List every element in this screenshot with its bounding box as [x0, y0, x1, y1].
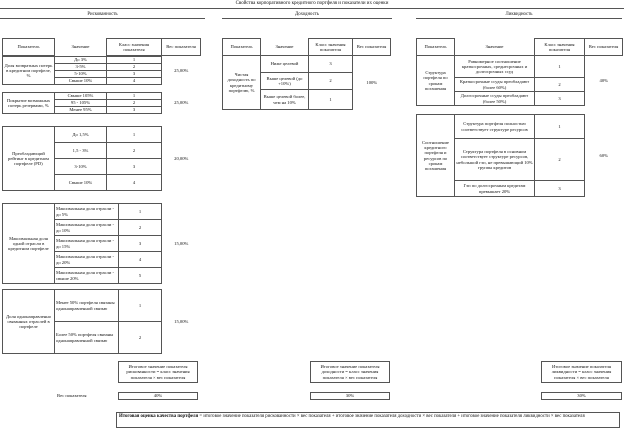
weight-label: Вес показателя	[57, 393, 87, 399]
risk-header-table	[2, 38, 201, 56]
liquidity-g1-value: Краткосрочные ссуды преобладают (более 60%)	[455, 78, 535, 92]
risk-g5-weight: 15,00%	[174, 318, 189, 324]
risk-g4-class: 1	[119, 204, 162, 220]
profit-name: Чистая доходность по кредитному портфелю, %	[223, 56, 261, 110]
risk-g2-value: Менее 95%	[55, 107, 107, 114]
risk-g1-value: До 3%	[55, 57, 107, 64]
liquidity-header-value: Значение	[485, 44, 504, 50]
risk-g2-value: 95 - 105%	[55, 100, 107, 107]
liquidity-g2-name: Соотношение кредитного портфеля и ресурсов по срокам погашения	[417, 115, 455, 197]
risk-g1-weight: 25,00%	[174, 67, 189, 73]
risk-g3-name: Преобладающий рейтинг в кредитном портфеле (PD)	[3, 127, 55, 191]
liquidity-g1-weight: 40%	[599, 78, 608, 84]
profit-header-weight: Вес показателя	[353, 39, 391, 56]
risk-g1-value: Свыше 10%	[55, 78, 107, 85]
profit-header-class: Класс значения показателя	[309, 39, 353, 56]
risk-summary-formula: Итоговое значение показателя рискованности = класс значения показателя × вес показателя	[118, 361, 198, 383]
risk-g4-class: 2	[119, 220, 162, 236]
risk-g4-class: 5	[119, 268, 162, 284]
risk-header-value: Значение	[71, 44, 90, 50]
risk-g1-class: 3	[107, 71, 162, 78]
profit-value: Ниже целевой	[261, 56, 309, 73]
profit-class: 2	[309, 73, 353, 90]
risk-g5-name: Доля однонаправленно связанных отраслей в портфеле	[3, 290, 55, 354]
risk-g4-value: Максимальная доля отрасли - до 5%	[55, 204, 119, 220]
risk-g2-class: 3	[107, 107, 162, 114]
risk-g3-value: 3-10%	[55, 159, 107, 175]
liquidity-summary-formula: Итоговое значение показателя ликвидности = класс значения показателя × вес показателя	[541, 361, 622, 383]
risk-group-1	[2, 56, 201, 85]
final-formula-label: Итоговая оценка качества портфеля	[119, 414, 199, 419]
liquidity-g2-class: 1	[535, 115, 585, 139]
final-formula-text: = итоговое значение показателя рискованности × вес показателя + итоговое значение показателя доходности × вес показателя + итоговое значение показателя ликвидности × вес показателя	[198, 414, 585, 419]
risk-g1-value: 3-5%	[55, 64, 107, 71]
risk-header-indicator: Показатель	[3, 39, 55, 56]
profit-weight-value: 30%	[310, 392, 390, 400]
risk-g1-value: 5-10%	[55, 71, 107, 78]
liquidity-g2-weight: 60%	[599, 152, 608, 158]
risk-g5-class: 2	[119, 322, 162, 354]
risk-g2-weight: 25,00%	[174, 100, 189, 106]
liquidity-g1-class: 2	[535, 78, 585, 92]
risk-g4-value: Максимальная доля отрасли - до 10%	[55, 220, 119, 236]
risk-g3-weight: 20,00%	[174, 155, 189, 161]
risk-g4-value: Максимальная доля отрасли - до 20%	[55, 252, 119, 268]
liquidity-g1-class: 3	[535, 92, 585, 106]
risk-g3-value: До 1,5%	[55, 127, 107, 143]
risk-g1-class: 4	[107, 78, 162, 85]
risk-g1-class: 2	[107, 64, 162, 71]
risk-g4-name: Максимальная доля одной отрасли в кредитном портфеле	[3, 204, 55, 284]
risk-g3-class: 4	[107, 175, 162, 191]
risk-weight-value: 40%	[118, 392, 198, 400]
liquidity-g1-name: Структура портфеля по срокам погашения	[417, 56, 455, 106]
liquidity-header-class: Класс значения показателя	[535, 39, 585, 56]
risk-g5-class: 1	[119, 290, 162, 322]
risk-group-5	[2, 289, 201, 354]
risk-g3-class: 2	[107, 143, 162, 159]
section-liquidity-header: Ликвидность	[416, 12, 622, 19]
risk-g3-class: 3	[107, 159, 162, 175]
risk-g1-class: 1	[107, 57, 162, 64]
liquidity-table-1	[416, 38, 623, 106]
section-profit-header: Доходность	[222, 12, 392, 19]
risk-g2-class: 1	[107, 93, 162, 100]
risk-g4-weight: 15,00%	[174, 240, 189, 246]
risk-g3-class: 1	[107, 127, 162, 143]
profit-class: 1	[309, 90, 353, 110]
risk-g5-value: Более 50% портфеля связаны однонаправленной связью	[55, 322, 119, 354]
liquidity-header-indicator: Показатель	[417, 39, 455, 56]
liquidity-g1-value: Долгосрочные ссуды преобладают (более 50%)	[455, 92, 535, 106]
liquidity-table-2	[416, 114, 623, 197]
risk-g5-value: Менее 50% портфеля связаны однонаправленной связью	[55, 290, 119, 322]
risk-header-weight: Вес показателя	[162, 39, 201, 56]
profit-header-indicator: Показатель	[223, 39, 261, 56]
risk-g4-class: 4	[119, 252, 162, 268]
liquidity-g2-class: 2	[535, 139, 585, 181]
profit-value: Выше целевой более, чем на 10%	[261, 90, 309, 110]
page-title: Свойства корпоративного кредитного портфеля и показатели их оценки	[0, 0, 624, 9]
profit-table	[222, 38, 391, 110]
profit-class: 3	[309, 56, 353, 73]
risk-header-class: Класс значения показателя	[107, 39, 162, 56]
profit-weight: 100%	[366, 80, 378, 86]
risk-g2-class: 2	[107, 100, 162, 107]
final-formula-box	[116, 412, 620, 428]
liquidity-header-weight: Вес показателя	[585, 39, 623, 56]
risk-g2-name: Покрытие возможных потерь резервами, %	[3, 93, 55, 114]
liquidity-g2-value: Структура портфеля полностью соответствует структуре ресурсов	[455, 115, 535, 139]
risk-g4-value: Максимальная доля отрасли - свыше 20%	[55, 268, 119, 284]
risk-group-2	[2, 92, 201, 114]
section-risk-header: Рискованность	[0, 12, 205, 19]
liquidity-g2-class: 3	[535, 181, 585, 197]
risk-g4-value: Максимальная доля отрасли - до 15%	[55, 236, 119, 252]
risk-group-4	[2, 203, 201, 284]
risk-g1-name: Доля возвратных потерь в кредитном портфеле, %	[3, 57, 55, 85]
risk-g2-value: Свыше 105%	[55, 93, 107, 100]
profit-summary-formula: Итоговое значение показателя доходности = класс значения показателя × вес показателя	[310, 361, 390, 383]
risk-group-3	[2, 126, 201, 191]
liquidity-g1-class: 1	[535, 56, 585, 78]
profit-header-value: Значение	[275, 44, 294, 50]
liquidity-weight-value: 30%	[541, 392, 622, 400]
liquidity-g1-value: Равномерное соотношение краткосрочных, среднесрочных и долгосрочных ссуд	[455, 56, 535, 78]
profit-value: Выше целевой (до +10%)	[261, 73, 309, 90]
risk-g3-value: 1,5 - 3%	[55, 143, 107, 159]
liquidity-g2-value: Структура портфеля в основном соответствует структуре ресурсов, небольшой гэп, не превышающий 10% группы кредитов	[455, 139, 535, 181]
risk-g4-class: 3	[119, 236, 162, 252]
liquidity-g2-value: Гэп по долгосрочным кредитам превышает 20%	[455, 181, 535, 197]
risk-g3-value: Свыше 10%	[55, 175, 107, 191]
